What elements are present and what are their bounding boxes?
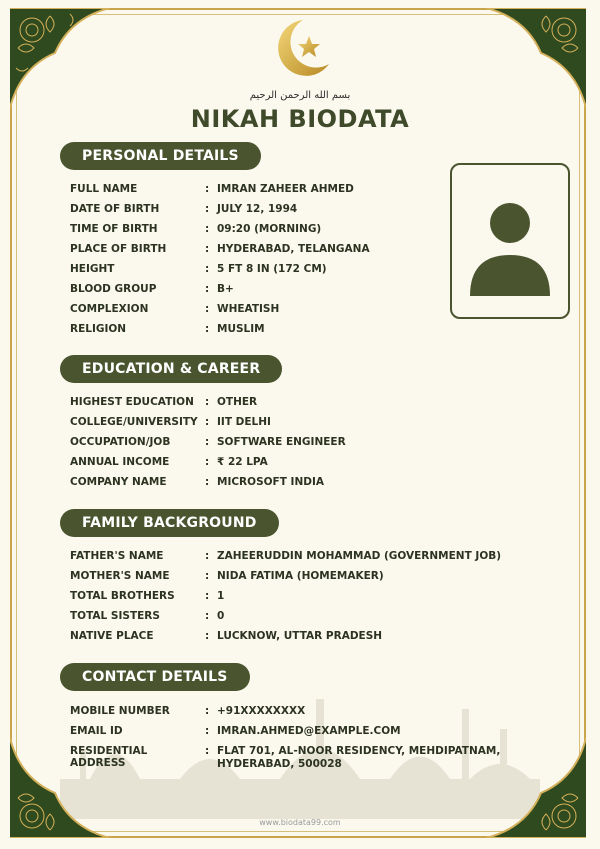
footer-watermark: www.biodata99.com	[259, 818, 341, 827]
detail-label: EMAIL ID	[70, 725, 123, 737]
detail-value: 09:20 (MORNING)	[217, 223, 322, 235]
detail-value: JULY 12, 1994	[217, 203, 298, 215]
detail-value: SOFTWARE ENGINEER	[217, 436, 346, 448]
detail-value: LUCKNOW, UTTAR PRADESH	[217, 630, 383, 642]
detail-label: OCCUPATION/JOB	[70, 436, 171, 448]
colon: :	[205, 610, 210, 622]
colon: :	[205, 725, 210, 737]
detail-label: DATE OF BIRTH	[70, 203, 160, 215]
detail-value: ZAHEERUDDIN MOHAMMAD (GOVERNMENT JOB)	[217, 550, 502, 562]
colon: :	[205, 416, 210, 428]
colon: :	[205, 263, 210, 275]
detail-value: IIT DELHI	[217, 416, 271, 428]
detail-label: BLOOD GROUP	[70, 283, 157, 295]
detail-label: TOTAL SISTERS	[70, 610, 160, 622]
section-title-contact: CONTACT DETAILS	[60, 663, 250, 691]
detail-value: 1	[217, 590, 225, 602]
colon: :	[205, 630, 210, 642]
detail-label: MOTHER'S NAME	[70, 570, 170, 582]
detail-value: IMRAN ZAHEER AHMED	[217, 183, 354, 195]
detail-value: 5 FT 8 IN (172 CM)	[217, 263, 327, 275]
detail-label: COMPLEXION	[70, 303, 149, 315]
detail-label: TOTAL BROTHERS	[70, 590, 175, 602]
colon: :	[205, 283, 210, 295]
detail-value: ₹ 22 LPA	[217, 456, 268, 468]
colon: :	[205, 323, 210, 335]
detail-label: ANNUAL INCOME	[70, 456, 170, 468]
colon: :	[205, 476, 210, 488]
detail-value: WHEATISH	[217, 303, 280, 315]
detail-label: COMPANY NAME	[70, 476, 167, 488]
page-title: NIKAH BIODATA	[190, 105, 410, 133]
detail-label: HIGHEST EDUCATION	[70, 396, 194, 408]
detail-value: 0	[217, 610, 225, 622]
detail-value: FLAT 701, AL-NOOR RESIDENCY, MEHDIPATNAM, HYDERABAD, 500028	[217, 745, 501, 770]
colon: :	[205, 223, 210, 235]
detail-label: FATHER'S NAME	[70, 550, 164, 562]
colon: :	[205, 745, 210, 757]
detail-label: HEIGHT	[70, 263, 115, 275]
detail-label: RELIGION	[70, 323, 127, 335]
colon: :	[205, 550, 210, 562]
detail-value: MICROSOFT INDIA	[217, 476, 324, 488]
detail-label: PLACE OF BIRTH	[70, 243, 167, 255]
detail-value: IMRAN.AHMED@EXAMPLE.COM	[217, 725, 401, 737]
colon: :	[205, 590, 210, 602]
section-title-education: EDUCATION & CAREER	[60, 355, 282, 383]
header	[0, 14, 600, 133]
colon: :	[205, 396, 210, 408]
detail-value: B+	[217, 283, 234, 295]
bismillah-text: بسم الله الرحمن الرحيم	[249, 90, 351, 101]
detail-value: NIDA FATIMA (HOMEMAKER)	[217, 570, 384, 582]
colon: :	[205, 303, 210, 315]
detail-value: OTHER	[217, 396, 258, 408]
detail-label: MOBILE NUMBER	[70, 705, 170, 717]
section-title-family: FAMILY BACKGROUND	[60, 509, 279, 537]
colon: :	[205, 570, 210, 582]
detail-label: FULL NAME	[70, 183, 138, 195]
colon: :	[205, 436, 210, 448]
colon: :	[205, 705, 210, 717]
detail-label: RESIDENTIAL ADDRESS	[70, 745, 148, 769]
colon: :	[205, 456, 210, 468]
colon: :	[205, 243, 210, 255]
detail-label: NATIVE PLACE	[70, 630, 154, 642]
detail-value: HYDERABAD, TELANGANA	[217, 243, 370, 255]
colon: :	[205, 203, 210, 215]
detail-label: TIME OF BIRTH	[70, 223, 158, 235]
colon: :	[205, 183, 210, 195]
section-title-personal: PERSONAL DETAILS	[60, 142, 261, 170]
detail-value: +91XXXXXXXX	[217, 705, 306, 717]
crescent-star-icon	[265, 14, 335, 84]
detail-label: COLLEGE/UNIVERSITY	[70, 416, 198, 428]
detail-value: MUSLIM	[217, 323, 265, 335]
